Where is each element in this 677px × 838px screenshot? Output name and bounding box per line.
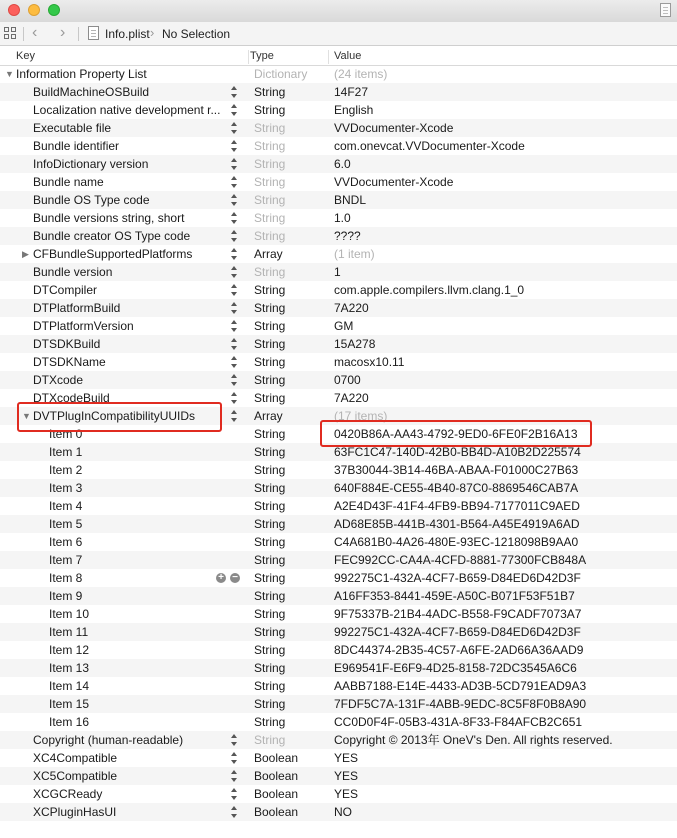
table-row[interactable] [0,173,677,191]
row-type[interactable]: String [254,697,286,711]
row-key[interactable]: Item 1 [49,445,83,459]
row-type[interactable]: Boolean [254,769,299,783]
row-key[interactable]: Item 16 [49,715,90,729]
table-row[interactable] [0,281,677,299]
jump-bar [0,22,677,46]
zoom-window-button[interactable] [48,4,60,16]
row-value[interactable]: AABB7188-E14E-4433-AD3B-5CD791EAD9A3 [334,679,587,693]
row-value[interactable]: 992275C1-432A-4CF7-B659-D84ED6D42D3F [334,571,581,585]
table-row[interactable] [0,515,677,533]
row-key[interactable]: DVTPlugInCompatibilityUUIDs [33,409,196,423]
table-row[interactable] [0,83,677,101]
row-key[interactable]: Bundle versions string, short [33,211,185,225]
row-value[interactable]: C4A681B0-4A26-480E-93EC-1218098B9AA0 [334,535,579,549]
table-row[interactable] [0,209,677,227]
row-type[interactable]: String [254,643,286,657]
column-header-key[interactable]: Key [16,50,35,62]
row-value[interactable]: 6.0 [334,157,351,171]
row-key[interactable]: Item 10 [49,607,90,621]
table-row[interactable] [0,785,677,803]
row-value[interactable]: English [334,103,374,117]
row-key[interactable]: DTXcodeBuild [33,391,110,405]
row-type[interactable]: Boolean [254,787,299,801]
divider [78,27,79,41]
add-item-icon[interactable]: + [216,573,226,583]
row-key[interactable]: DTSDKName [33,355,106,369]
row-value[interactable]: NO [334,805,352,819]
row-value[interactable]: 37B30044-3B14-46BA-ABAA-F01000C27B63 [334,463,579,477]
minimize-window-button[interactable] [28,4,40,16]
table-row[interactable] [0,137,677,155]
row-type[interactable]: String [254,283,286,297]
row-value[interactable]: E969541F-E6F9-4D25-8158-72DC3545A6C6 [334,661,577,675]
key-popup-stepper-icon[interactable] [230,158,238,170]
table-row[interactable] [0,461,677,479]
table-row[interactable] [0,497,677,515]
row-type[interactable]: String [254,679,286,693]
grid-icon[interactable] [4,27,17,40]
row-value[interactable]: CC0D0F4F-05B3-431A-8F33-F84AFCB2C651 [334,715,583,729]
back-arrow-icon[interactable]: ‹ [32,24,38,41]
row-type[interactable]: String [254,445,286,459]
highlight-box-value [320,420,592,447]
key-popup-stepper-icon[interactable] [230,176,238,188]
table-row[interactable] [0,605,677,623]
table-row[interactable] [0,695,677,713]
row-key[interactable]: Bundle OS Type code [33,193,150,207]
row-key[interactable]: XCGCReady [33,787,103,801]
row-key[interactable]: Item 5 [49,517,83,531]
row-key[interactable]: Item 8 [49,571,83,585]
column-divider[interactable] [328,50,329,64]
row-key[interactable]: Item 0 [49,427,83,441]
row-value[interactable]: 7A220 [334,301,369,315]
table-row[interactable] [0,479,677,497]
row-type[interactable]: String [254,733,286,747]
row-key[interactable]: Item 13 [49,661,90,675]
row-type[interactable]: String [254,589,286,603]
table-row[interactable] [0,335,677,353]
table-row[interactable] [0,749,677,767]
row-key[interactable]: CFBundleSupportedPlatforms [33,247,193,261]
table-row[interactable] [0,101,677,119]
table-row[interactable] [0,65,677,83]
row-type[interactable]: String [254,337,286,351]
table-row[interactable] [0,641,677,659]
disclosure-expanded-icon[interactable]: ▼ [22,411,31,421]
row-value[interactable]: VVDocumenter-Xcode [334,121,454,135]
breadcrumb-selection[interactable]: No Selection [162,27,231,41]
row-type[interactable]: String [254,571,286,585]
table-row[interactable] [0,803,677,821]
row-key[interactable]: InfoDictionary version [33,157,149,171]
table-row[interactable] [0,569,677,587]
forward-arrow-icon[interactable]: › [60,24,66,41]
row-value[interactable]: (17 items) [334,409,388,423]
table-row[interactable] [0,353,677,371]
row-value[interactable]: FEC992CC-CA4A-4CFD-8881-77300FCB848A [334,553,587,567]
key-popup-stepper-icon[interactable] [230,320,238,332]
column-header [0,48,677,66]
remove-item-icon[interactable]: − [230,573,240,583]
row-value[interactable]: A16FF353-8441-459E-A50C-B071F53F51B7 [334,589,575,603]
row-key[interactable]: Item 3 [49,481,83,495]
key-popup-stepper-icon[interactable] [230,770,238,782]
row-type[interactable]: Array [254,409,283,423]
table-row[interactable] [0,191,677,209]
row-type[interactable]: String [254,157,286,171]
key-popup-stepper-icon[interactable] [230,194,238,206]
table-row[interactable] [0,623,677,641]
row-value[interactable]: 1.0 [334,211,351,225]
row-type[interactable]: String [254,139,286,153]
table-row[interactable] [0,299,677,317]
row-value[interactable]: VVDocumenter-Xcode [334,175,454,189]
row-value[interactable]: A2E4D43F-41F4-4FB9-BB94-7177011C9AED [334,499,580,513]
row-value[interactable]: 7FDF5C7A-131F-4ABB-9EDC-8C5F8F0B8A90 [334,697,587,711]
row-value[interactable]: YES [334,769,359,783]
row-type[interactable]: String [254,103,286,117]
table-row[interactable] [0,713,677,731]
row-key[interactable]: DTPlatformBuild [33,301,121,315]
row-value[interactable]: com.onevcat.VVDocumenter-Xcode [334,139,525,153]
row-key[interactable]: Item 7 [49,553,83,567]
row-type[interactable]: String [254,463,286,477]
table-row[interactable] [0,119,677,137]
row-key[interactable]: Bundle version [33,265,113,279]
table-row[interactable] [0,659,677,677]
row-value[interactable]: GM [334,319,354,333]
row-type[interactable]: String [254,481,286,495]
title-bar [0,0,677,22]
document-icon [660,3,671,17]
table-row[interactable] [0,245,677,263]
row-key[interactable]: Item 12 [49,643,90,657]
row-type[interactable]: String [254,499,286,513]
row-value[interactable]: 15A278 [334,337,376,351]
row-value[interactable]: AD68E85B-441B-4301-B564-A45E4919A6AD [334,517,580,531]
row-type[interactable]: String [254,301,286,315]
row-key[interactable]: Copyright (human-readable) [33,733,184,747]
row-type[interactable]: String [254,607,286,621]
row-value[interactable]: 1 [334,265,341,279]
row-value[interactable]: 9F75337B-21B4-4ADC-B558-F9CADF7073A7 [334,607,582,621]
row-key[interactable]: XC4Compatible [33,751,118,765]
row-key[interactable]: Item 15 [49,697,90,711]
key-popup-stepper-icon[interactable] [230,284,238,296]
key-popup-stepper-icon[interactable] [230,752,238,764]
table-row[interactable] [0,263,677,281]
key-popup-stepper-icon[interactable] [230,410,238,422]
row-value[interactable]: macosx10.11 [334,355,405,369]
row-value[interactable]: BNDL [334,193,367,207]
row-key[interactable]: Item 2 [49,463,83,477]
row-type[interactable]: String [254,625,286,639]
row-key[interactable]: Item 14 [49,679,90,693]
key-popup-stepper-icon[interactable] [230,788,238,800]
row-type[interactable]: String [254,661,286,675]
table-row[interactable] [0,227,677,245]
disclosure-expanded-icon[interactable]: ▼ [5,69,14,79]
column-header-type[interactable]: Type [250,50,274,62]
key-popup-stepper-icon[interactable] [230,374,238,386]
disclosure-collapsed-icon[interactable]: ▶ [22,249,29,259]
table-row[interactable] [0,551,677,569]
row-value[interactable]: 7A220 [334,391,369,405]
row-value[interactable]: Copyright © 2013年 OneV's Den. All rights reserved. [334,733,613,747]
breadcrumb-chevron-icon: › [150,25,155,40]
table-row[interactable] [0,677,677,695]
row-key[interactable]: DTXcode [33,373,84,387]
key-popup-stepper-icon[interactable] [230,230,238,242]
row-value[interactable]: 992275C1-432A-4CF7-B659-D84ED6D42D3F [334,625,581,639]
row-type[interactable]: String [254,175,286,189]
row-value[interactable]: (24 items) [334,67,388,81]
row-value[interactable]: 0420B86A-AA43-4792-9ED0-6FE0F2B16A13 [334,427,578,441]
row-type[interactable]: String [254,193,286,207]
row-type[interactable]: Boolean [254,751,299,765]
column-divider[interactable] [248,50,249,64]
row-key[interactable]: Executable file [33,121,112,135]
row-type[interactable]: String [254,319,286,333]
row-key[interactable]: Item 9 [49,589,83,603]
breadcrumb-file[interactable]: Info.plist [105,27,150,41]
divider [23,27,24,41]
key-popup-stepper-icon[interactable] [230,338,238,350]
row-type[interactable]: String [254,121,286,135]
row-key[interactable]: Bundle creator OS Type code [33,229,191,243]
table-row[interactable] [0,317,677,335]
key-popup-stepper-icon[interactable] [230,248,238,260]
highlight-box-key [17,402,222,432]
row-value[interactable]: 640F884E-CE55-4B40-87C0-8869546CAB7A [334,481,579,495]
row-type[interactable]: String [254,85,286,99]
table-row[interactable] [0,767,677,785]
plist-file-icon [88,26,99,40]
row-key[interactable]: DTCompiler [33,283,98,297]
close-window-button[interactable] [8,4,20,16]
table-row[interactable] [0,371,677,389]
row-type[interactable]: String [254,229,286,243]
row-type[interactable]: Dictionary [254,67,308,81]
row-type[interactable]: String [254,391,286,405]
row-key[interactable]: Bundle name [33,175,104,189]
table-row[interactable] [0,533,677,551]
row-type[interactable]: Array [254,247,283,261]
row-type[interactable]: String [254,535,286,549]
row-value[interactable]: 63FC1C47-140D-42B0-BB4D-A10B2D225574 [334,445,581,459]
row-key[interactable]: XC5Compatible [33,769,118,783]
row-value[interactable]: ???? [334,229,361,243]
row-value[interactable]: 0700 [334,373,361,387]
row-value[interactable]: 8DC44374-2B35-4C57-A6FE-2AD66A36AAD9 [334,643,584,657]
key-popup-stepper-icon[interactable] [230,122,238,134]
table-row[interactable] [0,155,677,173]
row-key[interactable]: Bundle identifier [33,139,120,153]
key-popup-stepper-icon[interactable] [230,266,238,278]
row-type[interactable]: Boolean [254,805,299,819]
key-popup-stepper-icon[interactable] [230,212,238,224]
row-value[interactable]: (1 item) [334,247,375,261]
row-key[interactable]: Item 11 [49,625,89,639]
table-row[interactable] [0,587,677,605]
row-key[interactable]: DTPlatformVersion [33,319,134,333]
row-key[interactable]: DTSDKBuild [33,337,101,351]
key-popup-stepper-icon[interactable] [230,806,238,818]
key-popup-stepper-icon[interactable] [230,104,238,116]
row-key[interactable]: XCPluginHasUI [33,805,117,819]
table-row[interactable] [0,731,677,749]
row-key[interactable]: Item 6 [49,535,83,549]
key-popup-stepper-icon[interactable] [230,392,238,404]
row-type[interactable]: String [254,517,286,531]
row-value[interactable]: YES [334,787,359,801]
row-type[interactable]: String [254,355,286,369]
row-value[interactable]: com.apple.compilers.llvm.clang.1_0 [334,283,525,297]
key-popup-stepper-icon[interactable] [230,734,238,746]
row-type[interactable]: String [254,553,286,567]
key-popup-stepper-icon[interactable] [230,302,238,314]
row-key[interactable]: BuildMachineOSBuild [33,85,150,99]
key-popup-stepper-icon[interactable] [230,86,238,98]
row-type[interactable]: String [254,715,286,729]
key-popup-stepper-icon[interactable] [230,356,238,368]
row-key[interactable]: Item 4 [49,499,83,513]
key-popup-stepper-icon[interactable] [230,140,238,152]
row-value[interactable]: YES [334,751,359,765]
row-type[interactable]: String [254,373,286,387]
row-type[interactable]: String [254,211,286,225]
column-header-value[interactable]: Value [334,50,362,62]
row-type[interactable]: String [254,427,286,441]
row-type[interactable]: String [254,265,286,279]
row-key[interactable]: Information Property List [16,67,147,81]
row-key[interactable]: Localization native development r... [33,103,221,117]
row-value[interactable]: 14F27 [334,85,369,99]
